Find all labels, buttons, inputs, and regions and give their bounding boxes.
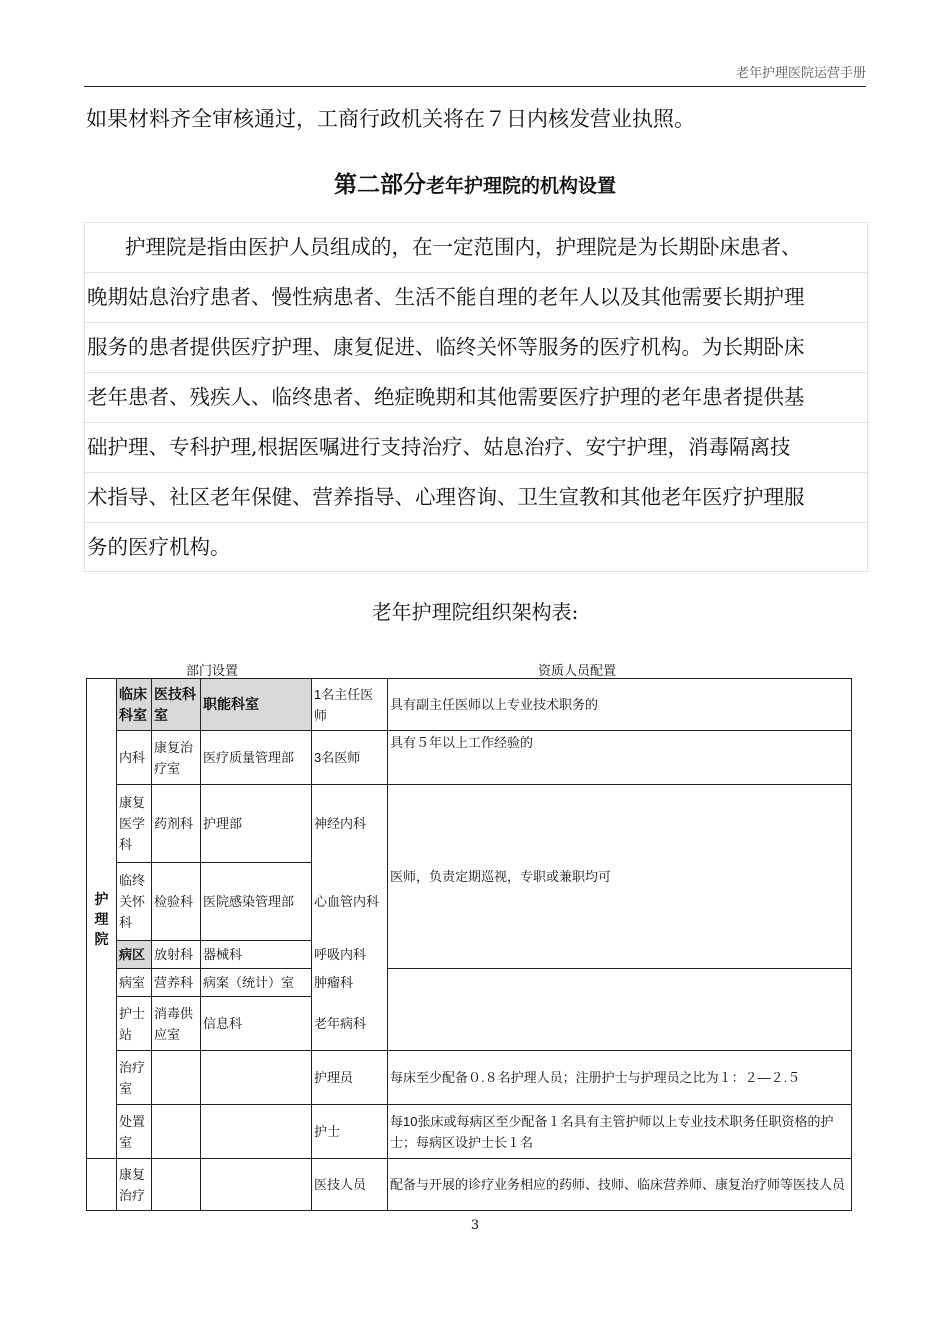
running-header: [84, 64, 866, 87]
dept-clinical: 康复医学科: [117, 785, 152, 863]
staff-role: 医技人员: [312, 1159, 388, 1211]
dept-func: 医疗质量管理部: [201, 731, 312, 785]
dept-tech: 消毒供应室: [152, 997, 201, 1051]
dept-func: 信息科: [201, 997, 312, 1051]
org-chart-title: 老年护理院组织架构表:: [371, 600, 579, 624]
dept-clinical: 内科: [117, 731, 152, 785]
dept-tech-empty: [152, 1051, 201, 1105]
paragraph-line: 老年患者、残疾人、临终患者、绝症晚期和其他需要医疗护理的老年患者提供基: [84, 372, 868, 422]
dept-tech: 药剂科: [152, 785, 201, 863]
col-clinical: 临床科室: [117, 679, 152, 731]
staff-requirement: 医师，负责定期巡视，专职或兼职均可: [388, 785, 852, 969]
dept-tech: 检验科: [152, 863, 201, 941]
dept-tech: 营养科: [152, 969, 201, 997]
dept-func: 病案（统计）室: [201, 969, 312, 997]
staff-role: 呼吸内科: [312, 941, 388, 969]
dept-func: 护理部: [201, 785, 312, 863]
dept-clinical: 康复治疗: [117, 1159, 152, 1211]
root-nursing-home: 护 理 院: [87, 679, 117, 1159]
col-func: 职能科室: [201, 679, 312, 731]
dept-tech-empty: [152, 1105, 201, 1159]
staff-role: 护士: [312, 1105, 388, 1159]
dept-func: 医院感染管理部: [201, 863, 312, 941]
dept-clinical: 临终关怀科: [117, 863, 152, 941]
paragraph-line: 础护理、专科护理,根据医嘱进行支持治疗、姑息治疗、安宁护理，消毒隔离技: [84, 422, 868, 472]
dept-clinical: 处置室: [117, 1105, 152, 1159]
root-cont: [87, 1159, 117, 1211]
org-structure-table: [86, 678, 852, 1211]
paragraph-line: 护理院是指由医护人员组成的，在一定范围内，护理院是为长期卧床患者、: [84, 222, 868, 272]
staff-role: 神经内科: [312, 785, 388, 863]
staff-role: 老年病科: [312, 997, 388, 1051]
staff-role: 3名医师: [312, 731, 388, 785]
paragraph-line: 务的医疗机构。: [84, 522, 868, 572]
page-number: 3: [470, 1218, 480, 1233]
dept-clinical: 治疗室: [117, 1051, 152, 1105]
dept-header: 部门设置: [186, 663, 239, 678]
section-title: [0, 166, 950, 199]
staff-role: 肿瘤科: [312, 969, 388, 997]
paragraph-line: 服务的患者提供医疗护理、康复促进、临终关怀等服务的医疗机构。为长期卧床: [84, 322, 868, 372]
paragraph-line: 术指导、社区老年保健、营养指导、心理咨询、卫生宣教和其他老年医疗护理服: [84, 472, 868, 522]
intro-line: 如果材料齐全审核通过，工商行政机关将在７日内核发营业执照。: [86, 107, 695, 131]
staff-requirement: 配备与开展的诊疗业务相应的药师、技师、临床营养师、康复治疗师等医技人员: [388, 1159, 852, 1211]
dept-tech: 康复治疗室: [152, 731, 201, 785]
section-name: 老年护理院的机构设置: [425, 175, 616, 197]
col-tech: 医技科室: [152, 679, 201, 731]
dept-clinical: 护士站: [117, 997, 152, 1051]
description-paragraph: [84, 222, 868, 572]
header-title: 老年护理医院运营手册: [735, 66, 866, 81]
dept-func-empty: [201, 1105, 312, 1159]
paragraph-line: 晚期姑息治疗患者、慢性病患者、生活不能自理的老年人以及其他需要长期护理: [84, 272, 868, 322]
staff-requirement: 每床至少配备０.８名护理人员；注册护士与护理员之比为１：２—２.５: [388, 1051, 852, 1105]
staff-requirement: 具有５年以上工作经验的: [388, 731, 852, 785]
staff-requirement: 每10张床或每病区至少配备１名具有主管护师以上专业技术职务任职资格的护士；每病区设护士长１名: [388, 1105, 852, 1159]
dept-func: 器械科: [201, 941, 312, 969]
dept-clinical: 病室: [117, 969, 152, 997]
staff-role: 护理员: [312, 1051, 388, 1105]
staff-requirement: 具有副主任医师以上专业技术职务的: [388, 679, 852, 731]
dept-func-empty: [201, 1159, 312, 1211]
staff-header: 资质人员配置: [538, 663, 617, 678]
dept-tech-empty: [152, 1159, 201, 1211]
section-part: 第二部分: [333, 172, 426, 198]
dept-clinical: 病区: [117, 941, 152, 969]
staff-role: 心血管内科: [312, 863, 388, 941]
dept-func-empty: [201, 1051, 312, 1105]
staff-role: 1名主任医师: [312, 679, 388, 731]
dept-tech: 放射科: [152, 941, 201, 969]
staff-requirement-empty: [388, 969, 852, 1051]
